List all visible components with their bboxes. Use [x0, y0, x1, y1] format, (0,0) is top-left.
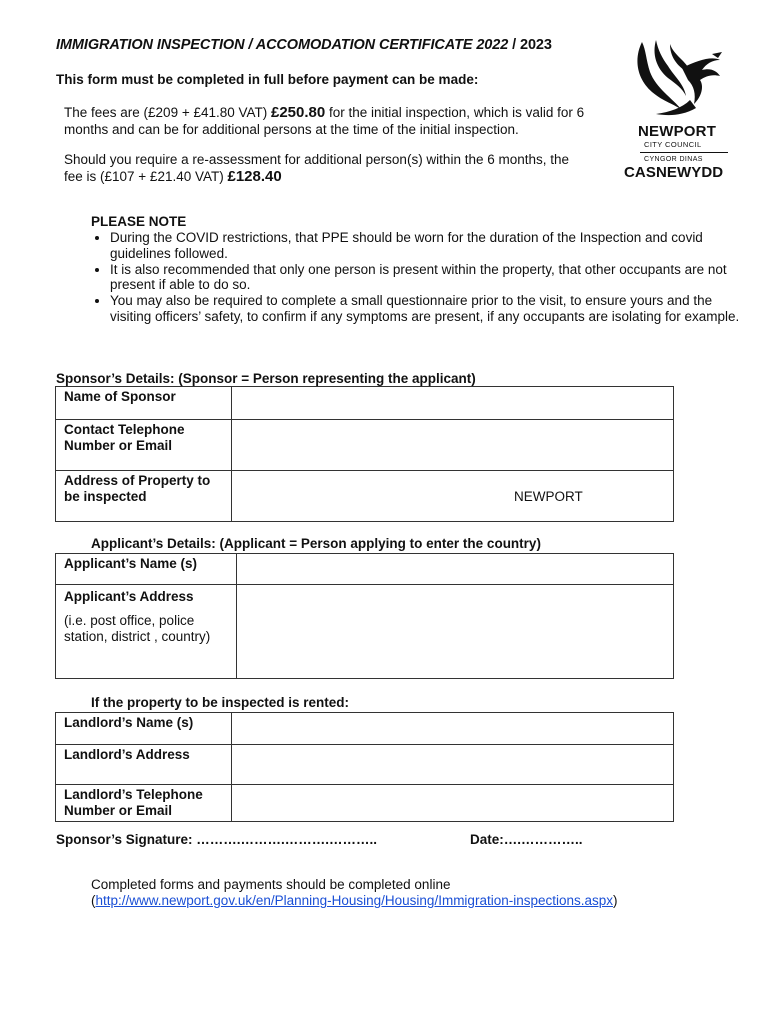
landlord-name-label: Landlord’s Name (s)	[56, 713, 232, 745]
applicant-address-label-cell	[56, 585, 237, 679]
logo-cyngor-dinas: CYNGOR DINAS	[644, 156, 703, 163]
sponsor-contact-label: Contact Telephone Number or Email	[56, 420, 232, 471]
applicant-address-hint: (i.e. post office, police station, district , country)	[64, 613, 211, 644]
applicant-address-label: Applicant’s Address	[64, 589, 194, 604]
logo-city-council: CITY COUNCIL	[644, 140, 702, 149]
landlord-name-field[interactable]	[232, 713, 674, 745]
note-item-ppe: • During the COVID restrictions, that PPE should be worn for the duration of the Inspection and covid guidelines followed.	[110, 230, 750, 262]
reassessment-fee-text: Should you require a re-assessment for additional person(s) within the 6 months, the fee is (£107 + £21.40 VAT)	[64, 152, 570, 184]
property-address-label: Address of Property to be inspected	[56, 471, 232, 522]
property-address-field[interactable]	[232, 471, 674, 522]
applicant-section-heading: Applicant’s Details: (Applicant = Person applying to enter the country)	[91, 536, 541, 551]
sponsor-name-field[interactable]	[232, 387, 674, 420]
logo-divider	[640, 152, 728, 153]
immigration-inspections-link[interactable]: http://www.newport.gov.uk/en/Planning-Housing/Housing/Immigration-inspections.aspx	[95, 893, 614, 908]
initial-fee-description: for the initial inspection, which is valid for 6 months and can be for additional persons at the time of the initial inspection.	[64, 105, 585, 137]
note-list	[86, 230, 750, 325]
initial-fee-text: The fees are (£209 + £41.80 VAT)	[64, 105, 271, 120]
landlord-address-label: Landlord’s Address	[56, 745, 232, 785]
sponsor-section-heading: Sponsor’s Details: (Sponsor = Person representing the applicant)	[56, 371, 476, 386]
landlord-phone-field[interactable]	[232, 785, 674, 822]
form-title-main: IMMIGRATION INSPECTION / ACCOMODATION CERTIFICATE 2022	[56, 37, 509, 53]
footer-link-line	[91, 893, 618, 909]
footer-instructions	[91, 877, 618, 909]
form-title-year: 2023	[519, 37, 552, 53]
landlord-section-heading: If the property to be inspected is rented:	[91, 695, 350, 710]
form-title	[56, 37, 552, 53]
initial-fee-amount: £250.80	[271, 104, 326, 121]
footer-text: Completed forms and payments should be completed online	[91, 877, 451, 892]
footer-open-paren: (	[91, 893, 96, 908]
sponsor-signature-line[interactable]: Sponsor’s Signature: ……….……….……….………..	[56, 832, 378, 847]
applicant-name-label: Applicant’s Name (s)	[56, 554, 237, 585]
sponsor-name-label: Name of Sponsor	[56, 387, 232, 420]
sponsor-contact-field[interactable]	[232, 420, 674, 471]
initial-fee-paragraph	[64, 104, 609, 138]
newport-council-logo	[612, 38, 742, 184]
sponsor-details-table	[55, 386, 674, 522]
logo-casnewydd: CASNEWYDD	[624, 164, 724, 181]
applicant-name-field[interactable]	[237, 554, 674, 585]
date-line[interactable]: Date:….…………..	[470, 832, 583, 847]
please-note-heading: PLEASE NOTE	[91, 214, 187, 229]
completion-instruction: This form must be completed in full before payment can be made:	[56, 72, 479, 87]
dragon-icon	[612, 38, 742, 124]
note-item-questionnaire: • You may also be required to complete a small questionnaire prior to the visit, to ensure yours and the visiting officers’ safety, to confirm if any symptoms are present, if any occupants are isolating for example.	[110, 293, 750, 325]
applicant-address-field[interactable]	[237, 585, 674, 679]
note-item-occupancy: • It is also recommended that only one person is present within the property, that other occupants are not present if able to do so.	[110, 262, 750, 294]
reassessment-fee-amount: £128.40	[227, 168, 282, 185]
landlord-details-table	[55, 712, 674, 822]
form-title-separator: /	[508, 37, 520, 53]
applicant-details-table	[55, 553, 674, 679]
landlord-phone-label: Landlord’s Telephone Number or Email	[56, 785, 232, 822]
reassessment-fee-paragraph	[64, 151, 584, 185]
property-address-value: NEWPORT	[514, 488, 583, 504]
landlord-address-field[interactable]	[232, 745, 674, 785]
footer-close-paren: )	[613, 893, 618, 908]
logo-newport: NEWPORT	[638, 123, 717, 140]
